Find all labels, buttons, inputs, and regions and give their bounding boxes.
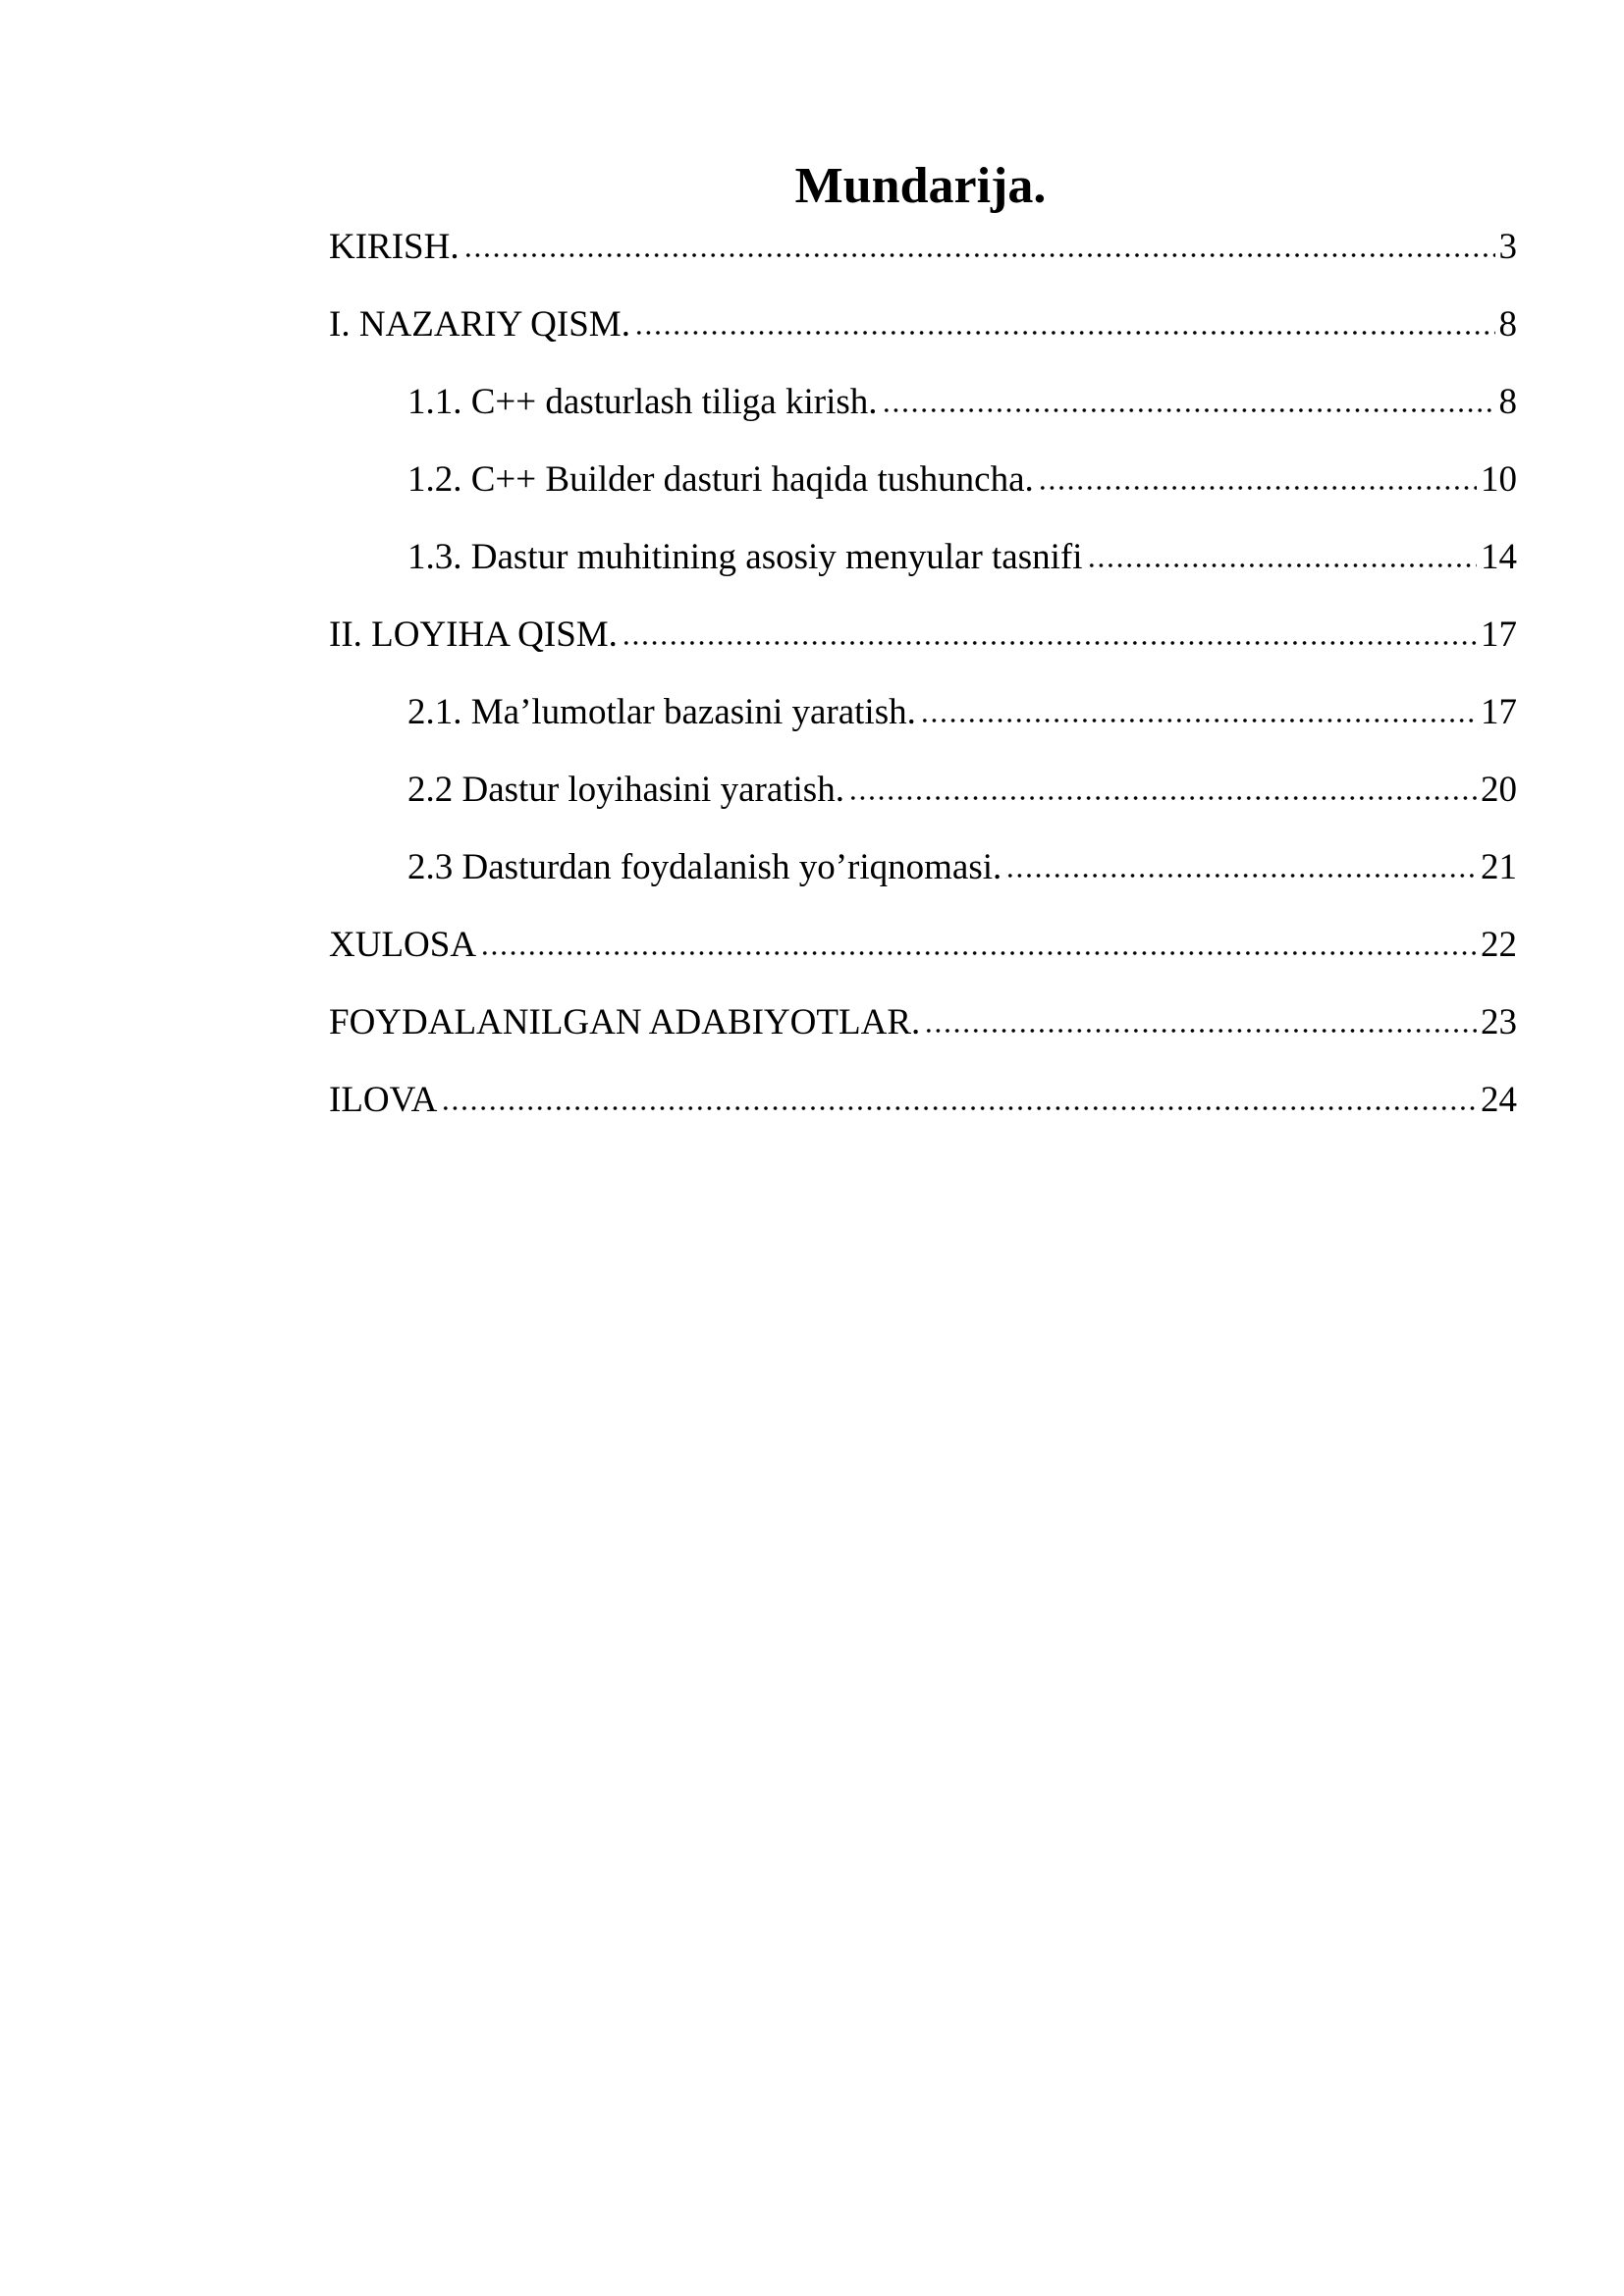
dot-leader: [924, 1022, 1477, 1034]
toc-entry-nazariy-qism[interactable]: [329, 300, 1517, 378]
toc-page-number: 8: [1498, 304, 1517, 345]
table-of-contents: [329, 223, 1517, 1153]
toc-entry-text: FOYDALANILGAN ADABIYOTLAR.: [329, 1002, 921, 1042]
toc-entry-text: 2.3 Dasturdan foydalanish yo’riqnomasi.: [407, 847, 1002, 887]
toc-page-number: 21: [1481, 847, 1517, 887]
toc-entry-text: 1.3. Dastur muhitining asosiy menyular tasnifi: [407, 537, 1083, 577]
dot-leader: [463, 246, 1495, 258]
toc-page-number: 20: [1481, 770, 1517, 810]
page-title: Mundarija.: [794, 158, 1047, 214]
toc-entry-1-3[interactable]: [329, 533, 1517, 611]
dot-leader: [480, 944, 1477, 956]
toc-entry-text: II. LOYIHA QISM.: [329, 614, 618, 655]
toc-page-number: 23: [1481, 1002, 1517, 1042]
toc-page-number: 22: [1481, 925, 1517, 965]
dot-leader: [1005, 867, 1477, 879]
dot-leader: [848, 789, 1477, 801]
dot-leader: [441, 1099, 1477, 1111]
toc-entry-1-2[interactable]: [329, 455, 1517, 533]
dot-leader: [882, 401, 1495, 413]
toc-entry-1-1[interactable]: [329, 378, 1517, 455]
toc-entry-text: 2.2 Dastur loyihasini yaratish.: [407, 770, 844, 810]
toc-entry-text: XULOSA: [329, 925, 477, 965]
toc-page-number: 10: [1481, 459, 1517, 500]
toc-entry-text: KIRISH.: [329, 227, 460, 267]
toc-page-number: 17: [1481, 692, 1517, 732]
toc-entry-2-1[interactable]: [329, 688, 1517, 766]
toc-page-number: 3: [1498, 227, 1517, 267]
toc-page-number: 8: [1498, 382, 1517, 422]
toc-entry-ilova[interactable]: [329, 1076, 1517, 1153]
dot-leader: [1087, 557, 1478, 568]
toc-entry-text: 1.1. C++ dasturlash tiliga kirish.: [407, 382, 878, 422]
dot-leader: [622, 634, 1477, 646]
toc-page-number: 14: [1481, 537, 1517, 577]
toc-entry-foydalanilgan-adabiyotlar[interactable]: [329, 998, 1517, 1076]
toc-entry-2-2[interactable]: [329, 766, 1517, 843]
toc-entry-text: 1.2. C++ Builder dasturi haqida tushuncha.: [407, 459, 1034, 500]
toc-entry-xulosa[interactable]: [329, 921, 1517, 998]
toc-entry-text: ILOVA: [329, 1080, 438, 1120]
toc-entry-loyiha-qism[interactable]: [329, 611, 1517, 688]
toc-page-number: 24: [1481, 1080, 1517, 1120]
dot-leader: [634, 324, 1495, 336]
toc-entry-text: I. NAZARIY QISM.: [329, 304, 630, 345]
toc-page-number: 17: [1481, 614, 1517, 655]
toc-entry-2-3[interactable]: [329, 843, 1517, 921]
dot-leader: [920, 712, 1477, 723]
toc-entry-kirish[interactable]: [329, 223, 1517, 300]
dot-leader: [1038, 479, 1477, 491]
toc-entry-text: 2.1. Ma’lumotlar bazasini yaratish.: [407, 692, 916, 732]
